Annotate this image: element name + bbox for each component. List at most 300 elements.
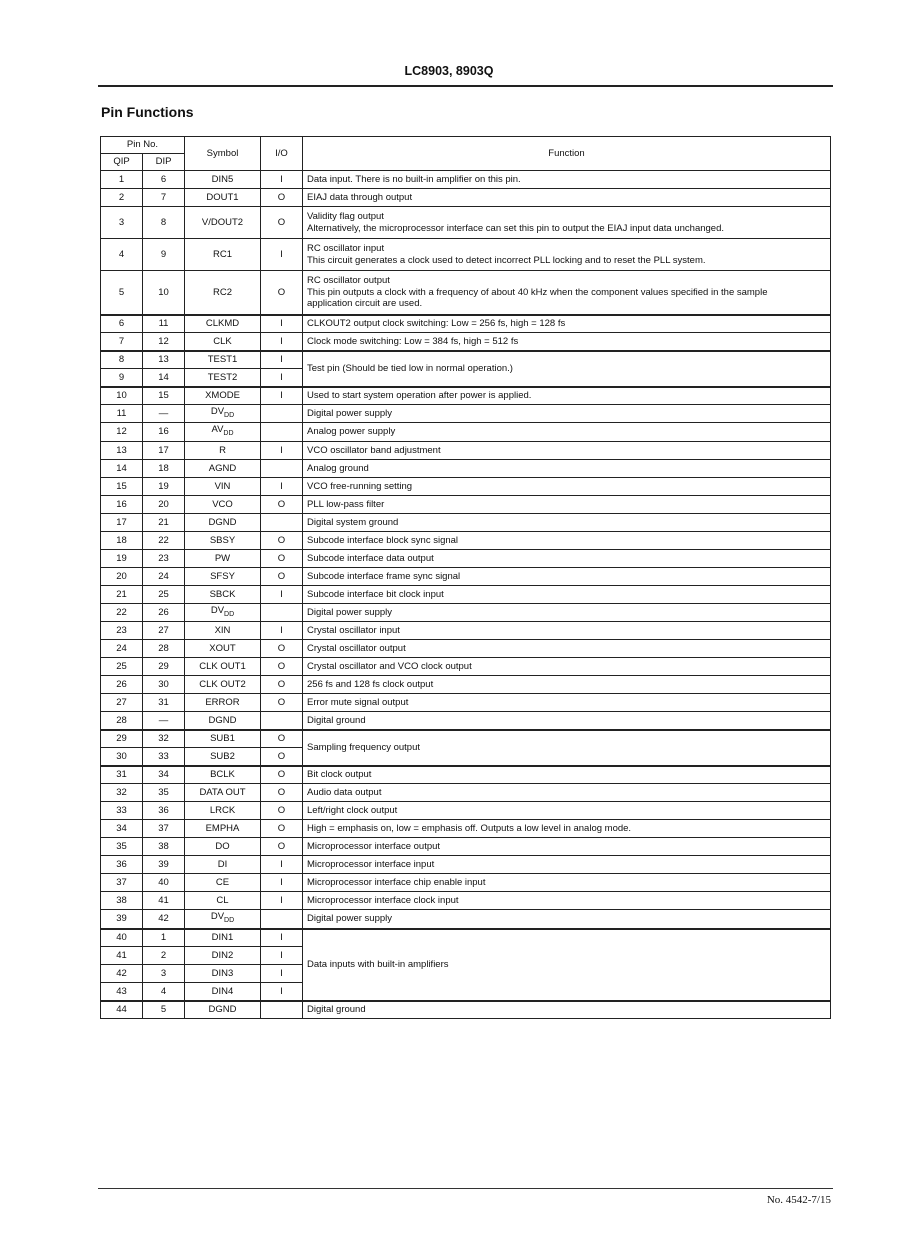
symbol-cell: [185, 1001, 261, 1019]
symbol-subscript: DD: [224, 411, 235, 419]
dip-pin-cell: 7: [143, 189, 185, 207]
function-text-line: RC oscillator input: [307, 243, 385, 254]
function-cell: [303, 730, 831, 766]
io-cell: I: [261, 622, 303, 640]
function-cell: [303, 495, 831, 513]
symbol-cell: [185, 910, 261, 929]
dip-pin-cell: 35: [143, 784, 185, 802]
table-row: [101, 585, 831, 603]
table-row: [101, 1001, 831, 1019]
qip-pin-cell: 9: [101, 369, 143, 387]
symbol-text: VCO: [212, 498, 233, 510]
symbol-text: SBSY: [209, 534, 236, 546]
function-text-line: This pin outputs a clock with a frequency of about 40 kHz when the component values specified in the sample: [307, 286, 768, 298]
function-text-line: Digital ground: [307, 714, 366, 726]
dip-pin-cell: 26: [143, 603, 185, 621]
io-cell: [261, 1001, 303, 1019]
symbol-cell: [185, 640, 261, 658]
symbol-text: SUB2: [210, 750, 235, 762]
function-text-line: Clock mode switching: Low = 384 fs, high = 512 fs: [307, 335, 519, 347]
table-row: [101, 459, 831, 477]
table-row: [101, 766, 831, 784]
function-text-line: Left/right clock output: [307, 804, 398, 816]
symbol-text: EMPHA: [205, 822, 240, 834]
dip-pin-cell: 27: [143, 622, 185, 640]
qip-pin-cell: 36: [101, 856, 143, 874]
header-symbol: Symbol: [185, 137, 261, 171]
symbol-text: R: [219, 444, 226, 456]
function-cell: [303, 1001, 831, 1019]
function-text-line: Subcode interface frame sync signal: [307, 570, 461, 582]
function-text-line: VCO oscillator band adjustment: [307, 444, 441, 456]
io-cell: I: [261, 369, 303, 387]
dip-pin-cell: 23: [143, 549, 185, 567]
function-cell: [303, 531, 831, 549]
io-cell: O: [261, 838, 303, 856]
io-cell: [261, 423, 303, 441]
qip-pin-cell: 17: [101, 513, 143, 531]
symbol-text: XOUT: [209, 642, 236, 654]
dip-pin-cell: 32: [143, 730, 185, 748]
function-cell: [303, 874, 831, 892]
symbol-cell: [185, 271, 261, 315]
table-row: [101, 838, 831, 856]
io-cell: O: [261, 802, 303, 820]
io-cell: [261, 459, 303, 477]
io-cell: [261, 405, 303, 423]
io-cell: O: [261, 766, 303, 784]
qip-pin-cell: 5: [101, 271, 143, 315]
function-cell: [303, 189, 831, 207]
symbol-cell: [185, 171, 261, 189]
symbol-cell: [185, 712, 261, 730]
dip-pin-cell: 30: [143, 676, 185, 694]
function-text-line: Microprocessor interface input: [307, 858, 435, 870]
function-cell: [303, 784, 831, 802]
symbol-cell: [185, 838, 261, 856]
function-cell: [303, 694, 831, 712]
function-cell: [303, 513, 831, 531]
symbol-text: CLK OUT2: [199, 678, 246, 690]
table-row: [101, 784, 831, 802]
footer-rule: [98, 1188, 833, 1189]
symbol-cell: [185, 477, 261, 495]
dip-pin-cell: 39: [143, 856, 185, 874]
table-row: [101, 531, 831, 549]
dip-pin-cell: 17: [143, 441, 185, 459]
io-cell: O: [261, 271, 303, 315]
function-text-line: Analog ground: [307, 462, 369, 474]
table-row: [101, 892, 831, 910]
function-text-line: 256 fs and 128 fs clock output: [307, 678, 434, 690]
dip-pin-cell: 15: [143, 387, 185, 405]
symbol-cell: [185, 405, 261, 423]
function-cell: [303, 676, 831, 694]
qip-pin-cell: 30: [101, 748, 143, 766]
function-cell: [303, 239, 831, 271]
function-text-line: RC oscillator output: [307, 275, 390, 286]
qip-pin-cell: 3: [101, 207, 143, 239]
io-cell: O: [261, 189, 303, 207]
qip-pin-cell: 35: [101, 838, 143, 856]
io-cell: I: [261, 333, 303, 351]
symbol-text: RC2: [212, 286, 232, 298]
io-cell: O: [261, 748, 303, 766]
io-cell: I: [261, 585, 303, 603]
table-row: [101, 387, 831, 405]
io-cell: O: [261, 730, 303, 748]
qip-pin-cell: 2: [101, 189, 143, 207]
symbol-text: DIN3: [211, 967, 234, 979]
function-text-line: Subcode interface bit clock input: [307, 588, 444, 600]
symbol-text: SUB1: [210, 733, 235, 745]
function-cell: [303, 910, 831, 929]
table-row: [101, 477, 831, 495]
qip-pin-cell: 39: [101, 910, 143, 929]
qip-pin-cell: 13: [101, 441, 143, 459]
function-text-line: application circuit are used.: [307, 298, 423, 309]
function-cell: [303, 405, 831, 423]
io-cell: O: [261, 531, 303, 549]
function-text-line: Analog power supply: [307, 426, 396, 438]
pin-functions-table: [100, 136, 831, 1019]
header-pin-no: Pin No.: [101, 137, 185, 154]
qip-pin-cell: 21: [101, 585, 143, 603]
symbol-text: DI: [217, 858, 228, 870]
function-text-line: High = emphasis on, low = emphasis off. Outputs a low level in analog mode.: [307, 822, 632, 834]
symbol-cell: [185, 239, 261, 271]
qip-pin-cell: 12: [101, 423, 143, 441]
symbol-cell: [185, 423, 261, 441]
function-cell: [303, 820, 831, 838]
io-cell: O: [261, 549, 303, 567]
symbol-text: RC1: [212, 248, 232, 260]
function-cell: [303, 603, 831, 621]
function-text-line: Microprocessor interface output: [307, 840, 441, 852]
qip-pin-cell: 6: [101, 315, 143, 333]
dip-pin-cell: 3: [143, 965, 185, 983]
header-rule: [98, 85, 833, 87]
symbol-text: DV: [210, 604, 225, 616]
pin-rows: [101, 171, 831, 1019]
function-text-line: Subcode interface data output: [307, 552, 434, 564]
symbol-text: BCLK: [210, 769, 235, 781]
io-cell: [261, 513, 303, 531]
table-row: [101, 513, 831, 531]
symbol-cell: [185, 513, 261, 531]
qip-pin-cell: 23: [101, 622, 143, 640]
symbol-text: XIN: [214, 624, 231, 636]
symbol-text: CL: [216, 894, 229, 906]
function-cell: [303, 549, 831, 567]
io-cell: [261, 910, 303, 929]
qip-pin-cell: 20: [101, 567, 143, 585]
function-cell: [303, 567, 831, 585]
symbol-cell: [185, 603, 261, 621]
header-dip: DIP: [143, 154, 185, 171]
function-text-line: Used to start system operation after power is applied.: [307, 390, 532, 401]
symbol-cell: [185, 784, 261, 802]
qip-pin-cell: 25: [101, 658, 143, 676]
symbol-text: AV: [211, 424, 224, 436]
function-text-line: Digital system ground: [307, 516, 399, 528]
qip-pin-cell: 19: [101, 549, 143, 567]
dip-pin-cell: —: [143, 712, 185, 730]
symbol-cell: [185, 585, 261, 603]
symbol-cell: [185, 694, 261, 712]
symbol-text: DIN5: [211, 173, 234, 185]
page-reference: No. 4542-7/15: [766, 1194, 831, 1206]
qip-pin-cell: 18: [101, 531, 143, 549]
symbol-text: VIN: [214, 480, 231, 492]
function-cell: [303, 387, 831, 405]
symbol-cell: [185, 369, 261, 387]
dip-pin-cell: 10: [143, 271, 185, 315]
qip-pin-cell: 33: [101, 802, 143, 820]
dip-pin-cell: 5: [143, 1001, 185, 1019]
function-text-line: Digital power supply: [307, 407, 393, 419]
function-cell: [303, 477, 831, 495]
io-cell: [261, 603, 303, 621]
table-row: [101, 405, 831, 423]
io-cell: I: [261, 856, 303, 874]
dip-pin-cell: 29: [143, 658, 185, 676]
io-cell: O: [261, 784, 303, 802]
qip-pin-cell: 14: [101, 459, 143, 477]
io-cell: O: [261, 207, 303, 239]
qip-pin-cell: 24: [101, 640, 143, 658]
function-cell: [303, 351, 831, 387]
function-text-line: This circuit generates a clock used to detect incorrect PLL locking and to reset the PLL system.: [307, 254, 706, 266]
qip-pin-cell: 7: [101, 333, 143, 351]
function-text-line: CLKOUT2 output clock switching: Low = 256 fs, high = 128 fs: [307, 318, 566, 329]
function-text-line: Crystal oscillator output: [307, 642, 406, 654]
symbol-subscript: DD: [224, 917, 235, 925]
symbol-cell: [185, 567, 261, 585]
qip-pin-cell: 32: [101, 784, 143, 802]
symbol-cell: [185, 441, 261, 459]
function-cell: [303, 333, 831, 351]
dip-pin-cell: 21: [143, 513, 185, 531]
dip-pin-cell: 19: [143, 477, 185, 495]
table-row: [101, 189, 831, 207]
dip-pin-cell: 13: [143, 351, 185, 369]
table-row: [101, 603, 831, 621]
function-cell: [303, 585, 831, 603]
function-cell: [303, 207, 831, 239]
dip-pin-cell: 11: [143, 315, 185, 333]
function-cell: [303, 929, 831, 1001]
dip-pin-cell: 8: [143, 207, 185, 239]
dip-pin-cell: 38: [143, 838, 185, 856]
table-row: [101, 441, 831, 459]
dip-pin-cell: 1: [143, 929, 185, 947]
function-cell: [303, 658, 831, 676]
symbol-cell: [185, 929, 261, 947]
io-cell: O: [261, 640, 303, 658]
dip-pin-cell: 22: [143, 531, 185, 549]
symbol-cell: [185, 766, 261, 784]
function-cell: [303, 856, 831, 874]
dip-pin-cell: 40: [143, 874, 185, 892]
symbol-text: CLKMD: [205, 318, 240, 329]
table-row: [101, 820, 831, 838]
table-row: [101, 802, 831, 820]
dip-pin-cell: 6: [143, 171, 185, 189]
symbol-cell: [185, 351, 261, 369]
symbol-cell: [185, 333, 261, 351]
symbol-cell: [185, 676, 261, 694]
table-row: [101, 567, 831, 585]
dip-pin-cell: 36: [143, 802, 185, 820]
symbol-cell: [185, 802, 261, 820]
function-text-line: Data input. There is no built-in amplifier on this pin.: [307, 173, 521, 185]
qip-pin-cell: 40: [101, 929, 143, 947]
table-row: [101, 315, 831, 333]
symbol-text: DO: [215, 840, 230, 852]
symbol-text: ERROR: [205, 696, 240, 708]
symbol-text: TEST2: [207, 371, 238, 383]
symbol-text: SFSY: [210, 570, 235, 582]
function-cell: [303, 766, 831, 784]
symbol-text: V/DOUT2: [201, 216, 244, 228]
qip-pin-cell: 37: [101, 874, 143, 892]
table-row: [101, 333, 831, 351]
qip-pin-cell: 8: [101, 351, 143, 369]
symbol-text: CLK OUT1: [199, 660, 246, 672]
symbol-text: DGND: [208, 516, 237, 528]
function-text-line: Microprocessor interface chip enable input: [307, 876, 486, 888]
table-row: [101, 622, 831, 640]
table-row: [101, 730, 831, 748]
io-cell: O: [261, 567, 303, 585]
dip-pin-cell: —: [143, 405, 185, 423]
symbol-text: DIN1: [211, 932, 234, 944]
dip-pin-cell: 28: [143, 640, 185, 658]
table-row: [101, 640, 831, 658]
qip-pin-cell: 31: [101, 766, 143, 784]
symbol-cell: [185, 947, 261, 965]
function-text-line: Test pin (Should be tied low in normal operation.): [307, 362, 513, 374]
function-cell: [303, 171, 831, 189]
table-row: [101, 910, 831, 929]
qip-pin-cell: 38: [101, 892, 143, 910]
function-cell: [303, 459, 831, 477]
qip-pin-cell: 41: [101, 947, 143, 965]
function-text-line: Data inputs with built-in amplifiers: [307, 958, 449, 970]
symbol-cell: [185, 495, 261, 513]
qip-pin-cell: 44: [101, 1001, 143, 1019]
function-text-line: Bit clock output: [307, 769, 372, 781]
table-row: [101, 351, 831, 369]
io-cell: I: [261, 171, 303, 189]
symbol-cell: [185, 387, 261, 405]
symbol-cell: [185, 189, 261, 207]
function-text-line: Microprocessor interface clock input: [307, 894, 459, 906]
function-cell: [303, 640, 831, 658]
table-row: [101, 549, 831, 567]
symbol-text: DV: [210, 911, 225, 923]
function-text-line: Digital ground: [307, 1004, 366, 1016]
function-text-line: Alternatively, the microprocessor interface can set this pin to output the EIAJ input data unchanged.: [307, 222, 725, 234]
symbol-cell: [185, 965, 261, 983]
table-row: [101, 676, 831, 694]
function-text-line: Sampling frequency output: [307, 741, 421, 753]
dip-pin-cell: 25: [143, 585, 185, 603]
table-row: [101, 171, 831, 189]
dip-pin-cell: 16: [143, 423, 185, 441]
qip-pin-cell: 16: [101, 495, 143, 513]
io-cell: I: [261, 315, 303, 333]
dip-pin-cell: 37: [143, 820, 185, 838]
dip-pin-cell: 4: [143, 983, 185, 1001]
function-text-line: EIAJ data through output: [307, 191, 413, 203]
io-cell: I: [261, 874, 303, 892]
table-row: [101, 207, 831, 239]
io-cell: I: [261, 983, 303, 1001]
table-row: [101, 874, 831, 892]
io-cell: I: [261, 441, 303, 459]
table-row: [101, 658, 831, 676]
io-cell: I: [261, 892, 303, 910]
function-text-line: Audio data output: [307, 786, 382, 798]
function-cell: [303, 892, 831, 910]
symbol-text: LRCK: [209, 804, 236, 816]
function-text-line: VCO free-running setting: [307, 480, 413, 492]
io-cell: I: [261, 239, 303, 271]
header-io: I/O: [261, 137, 303, 171]
qip-pin-cell: 10: [101, 387, 143, 405]
io-cell: O: [261, 676, 303, 694]
symbol-text: AGND: [208, 462, 237, 474]
header-function: Function: [303, 137, 831, 171]
dip-pin-cell: 33: [143, 748, 185, 766]
qip-pin-cell: 28: [101, 712, 143, 730]
header-qip: QIP: [101, 154, 143, 171]
table-row: [101, 929, 831, 947]
symbol-cell: [185, 820, 261, 838]
symbol-cell: [185, 856, 261, 874]
dip-pin-cell: 12: [143, 333, 185, 351]
dip-pin-cell: 14: [143, 369, 185, 387]
io-cell: I: [261, 387, 303, 405]
io-cell: I: [261, 351, 303, 369]
io-cell: I: [261, 929, 303, 947]
qip-pin-cell: 42: [101, 965, 143, 983]
symbol-cell: [185, 658, 261, 676]
function-cell: [303, 802, 831, 820]
dip-pin-cell: 20: [143, 495, 185, 513]
io-cell: I: [261, 477, 303, 495]
symbol-text: DV: [210, 406, 225, 417]
symbol-subscript: DD: [223, 430, 234, 438]
section-title: Pin Functions: [101, 104, 194, 120]
io-cell: I: [261, 965, 303, 983]
qip-pin-cell: 11: [101, 405, 143, 423]
function-text-line: Error mute signal output: [307, 696, 409, 708]
table-row: [101, 712, 831, 730]
dip-pin-cell: 41: [143, 892, 185, 910]
symbol-cell: [185, 730, 261, 748]
symbol-cell: [185, 622, 261, 640]
table-row: [101, 495, 831, 513]
symbol-cell: [185, 983, 261, 1001]
function-cell: [303, 315, 831, 333]
function-cell: [303, 712, 831, 730]
symbol-subscript: DD: [224, 610, 235, 618]
symbol-text: DOUT1: [206, 191, 239, 203]
symbol-cell: [185, 549, 261, 567]
